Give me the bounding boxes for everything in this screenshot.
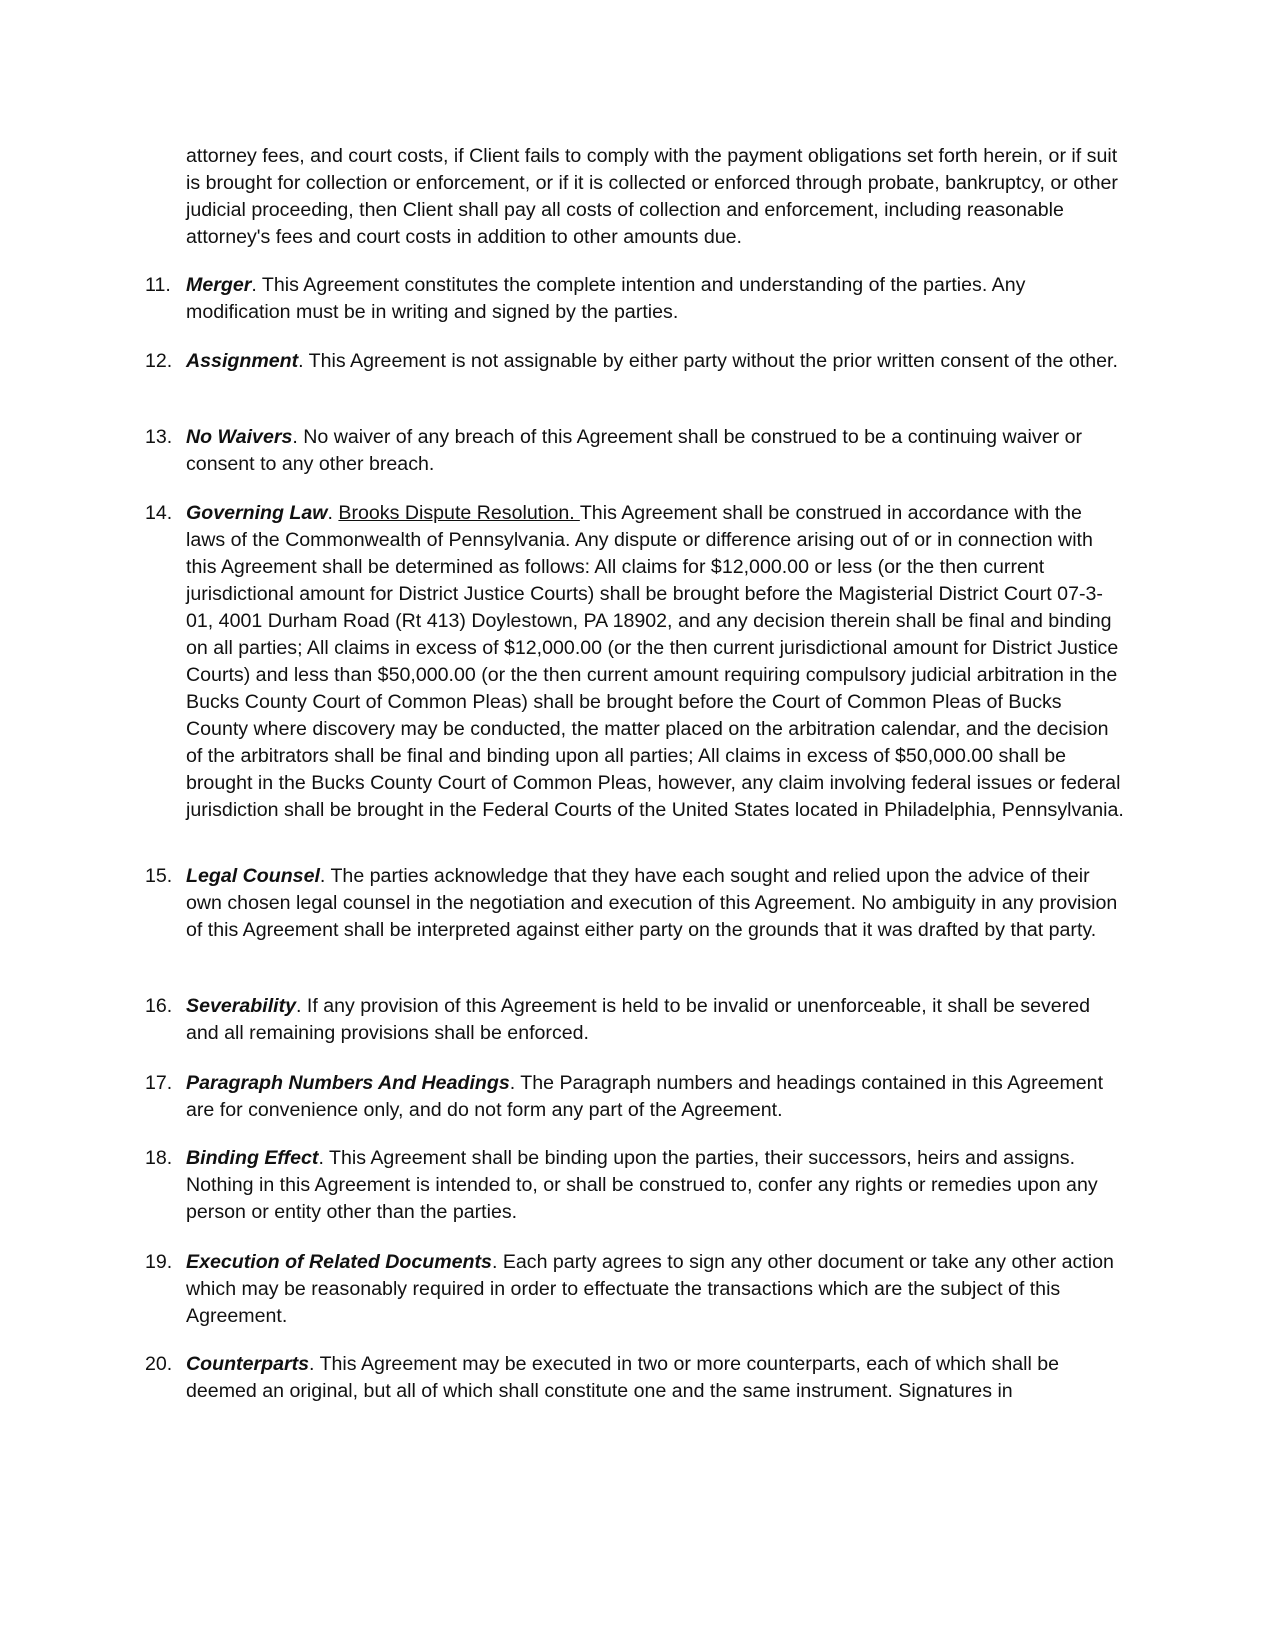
section-number-16: 16. <box>145 995 173 1017</box>
section-heading-execution: Execution of Related Documents <box>186 1251 492 1273</box>
section-heading-governing-law: Governing Law <box>186 502 328 524</box>
section-number-14: 14. <box>145 502 173 524</box>
section-number-11: 11. <box>145 274 171 296</box>
section-heading-legal-counsel: Legal Counsel <box>186 865 320 887</box>
section-number-17: 17. <box>145 1072 173 1094</box>
section-body: . This Agreement shall be binding upon the parties, their successors, heirs and assigns. Nothing in this Agreement is intended to, or shall be construed to, confer any rights or remedies upon any person or entity other than the parties. <box>186 1147 1098 1223</box>
section-17 <box>186 1070 1126 1124</box>
continuation-paragraph: attorney fees, and court costs, if Client fails to comply with the payment obligations set forth herein, or if suit is brought for collection or enforcement, or if it is collected or enforced through probate, bankruptcy, or other judicial proceeding, then Client shall pay all costs of collection and enforcement, including reasonable attorney's fees and court costs in addition to other amounts due. <box>186 145 1118 248</box>
section-heading-no-waivers: No Waivers <box>186 426 293 448</box>
section-number-18: 18. <box>145 1147 173 1169</box>
section-heading-counterparts: Counterparts <box>186 1353 310 1375</box>
section-body: This Agreement shall be construed in accordance with the laws of the Commonwealth of Pennsylvania. Any dispute or difference arising out of or in connection with this Agreement shall be determined as follows: All claims for $12,000.00 or less (or the then current jurisdictional amount for District Justice Courts) shall be brought before the Magisterial District Court 07-3-01, 4001 Durham Road (Rt 413) Doylestown, PA 18902, and any decision therein shall be final and binding on all parties; All claims in excess of $12,000.00 (or the then current jurisdictional amount for District Justice Courts) and less than $50,000.00 (or the then current amount requiring compulsory judicial arbitration in the Bucks County Court of Common Pleas) shall be brought before the Court of Common Pleas of Bucks County where discovery may be conducted, the matter placed on the arbitration calendar, and the decision of the arbitrators shall be final and binding upon all parties; All claims in excess of $50,000.00 shall be brought in the Bucks County Court of Common Pleas, however, any claim involving federal issues or federal jurisdiction shall be brought in the Federal Courts of the United States located in Philadelphia, Pennsylvania. <box>186 502 1124 821</box>
section-heading-merger: Merger <box>186 274 252 296</box>
section-heading-assignment: Assignment <box>186 350 299 372</box>
section-body: . The Paragraph numbers and headings contained in this Agreement are for convenience only, and do not form any part of the Agreement. <box>186 1072 1104 1121</box>
section-heading-binding-effect: Binding Effect <box>186 1147 319 1169</box>
section-14 <box>186 500 1126 824</box>
section-number-15: 15. <box>145 865 173 887</box>
section-16 <box>186 993 1126 1047</box>
section-body: . This Agreement may be executed in two or more counterparts, each of which shall be deemed an original, but all of which shall constitute one and the same instrument. Signatures in <box>186 1353 1060 1402</box>
section-19 <box>186 1249 1126 1330</box>
section-15 <box>186 863 1126 944</box>
section-body: . Each party agrees to sign any other document or take any other action which may be reasonably required in order to effectuate the transactions which are the subject of this Agreement. <box>186 1251 1114 1327</box>
section-12 <box>186 348 1126 375</box>
section-body: . No waiver of any breach of this Agreement shall be construed to be a continuing waiver or consent to any other breach. <box>186 426 1082 475</box>
section-body: . This Agreement is not assignable by either party without the prior written consent of the other. <box>298 350 1118 372</box>
section-number-12: 12. <box>145 350 173 372</box>
section-heading-separator: . <box>327 502 339 524</box>
section-20 <box>186 1351 1126 1405</box>
section-body: . This Agreement constitutes the complete intention and understanding of the parties. Any modification must be in writing and signed by the parties. <box>186 274 1026 323</box>
section-heading-paragraph-numbers: Paragraph Numbers And Headings <box>186 1072 510 1094</box>
section-13 <box>186 424 1126 478</box>
section-18 <box>186 1145 1126 1226</box>
section-body: . The parties acknowledge that they have each sought and relied upon the advice of their own chosen legal counsel in the negotiation and execution of this Agreement. No ambiguity in any provision of this Agreement shall be interpreted against either party on the grounds that it was drafted by that party. <box>186 865 1118 941</box>
section-heading-severability: Severability <box>186 995 297 1017</box>
section-number-20: 20. <box>145 1353 173 1375</box>
section-number-19: 19. <box>145 1251 173 1273</box>
section-body: . If any provision of this Agreement is held to be invalid or unenforceable, it shall be severed and all remaining provisions shall be enforced. <box>186 995 1091 1044</box>
section-number-13: 13. <box>145 426 173 448</box>
section-11 <box>186 272 1126 326</box>
section-subheading-dispute-resolution: Brooks Dispute Resolution. <box>338 502 580 524</box>
